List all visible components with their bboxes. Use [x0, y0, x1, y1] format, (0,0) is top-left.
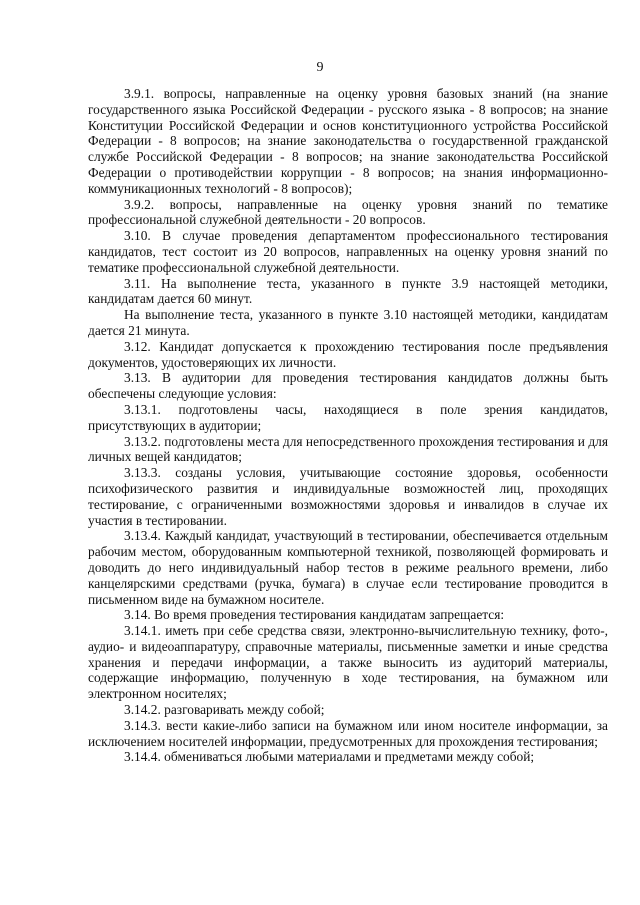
paragraph-3-14-1: 3.14.1. иметь при себе средства связи, электронно-вычислительную технику, фото-, аудио- и видеоаппаратуру, справочные материалы, письменные заметки и иные средства хранения и передачи информации, а также выносить из аудиторий материалы, содержащие информацию, полученную в ходе тестирования, на бумажном или электронном носителях;	[88, 623, 608, 702]
paragraph-3-13-3: 3.13.3. созданы условия, учитывающие состояние здоровья, особенности психофизического развития и индивидуальные возможностей лиц, проходящих тестирование, с ограниченными возможностями здоровья и инвалидов в случае их участия в тестировании.	[88, 465, 608, 528]
paragraph-3-12: 3.12. Кандидат допускается к прохождению тестирования после предъявления документов, удостоверяющих их личности.	[88, 338, 608, 370]
paragraph-3-9-1: 3.9.1. вопросы, направленные на оценку уровня базовых знаний (на знание государственного языка Российской Федерации - русского языка - 8 вопросов; на знание Конституции Российской Федерации и основ конституционного устройства Российской Федерации - 8 вопросов; на знание законодательства о государственной гражданской службе Российской Федерации - 8 вопросов; на знание законодательства Российской Федерации о противодействии коррупции - 8 вопросов; на знания информационно-коммуникационных технологий - 8 вопросов);	[88, 86, 608, 196]
paragraph-3-13: 3.13. В аудитории для проведения тестирования кандидатов должны быть обеспечены следующие условия:	[88, 370, 608, 402]
paragraph-3-11-cont: На выполнение теста, указанного в пункте 3.10 настоящей методики, кандидатам дается 21 минута.	[88, 307, 608, 338]
paragraph-3-9-2: 3.9.2. вопросы, направленные на оценку уровня знаний по тематике профессиональной служебной деятельности - 20 вопросов.	[88, 196, 608, 228]
paragraph-3-13-4: 3.13.4. Каждый кандидат, участвующий в тестировании, обеспечивается отдельным рабочим местом, оборудованным компьютерной техникой, позволяющей формировать и доводить до него индивидуальный набор тестов в режиме реального времени, либо канцелярскими средствами (ручка, бумага) в случае если тестирование проводится в письменном виде на бумажном носителе.	[88, 528, 608, 607]
paragraph-3-14-3: 3.14.3. вести какие-либо записи на бумажном или ином носителе информации, за исключением носителей информации, предусмотренных для прохождения тестирования;	[88, 717, 608, 749]
paragraph-3-14: 3.14. Во время проведения тестирования кандидатам запрещается:	[124, 607, 505, 623]
paragraph-3-13-2: 3.13.2. подготовлены места для непосредственного прохождения тестирования и для личных вещей кандидатов;	[88, 433, 608, 465]
document-body	[88, 86, 608, 765]
paragraph-3-11: 3.11. На выполнение теста, указанного в пункте 3.9 настоящей методики, кандидатам дается 60 минут.	[88, 275, 608, 307]
paragraph-3-13-1: 3.13.1. подготовлены часы, находящиеся в поле зрения кандидатов, присутствующих в аудитории;	[88, 401, 608, 433]
paragraph-3-14-4: 3.14.4. обмениваться любыми материалами и предметами между собой;	[124, 749, 535, 765]
page-number: 9	[316, 60, 324, 75]
paragraph-3-14-2: 3.14.2. разговаривать между собой;	[124, 702, 325, 718]
paragraph-3-10: 3.10. В случае проведения департаментом профессионального тестирования кандидатов, тест состоит из 20 вопросов, направленных на оценку уровня знаний по тематике профессиональной служебной деятельности.	[88, 228, 608, 275]
